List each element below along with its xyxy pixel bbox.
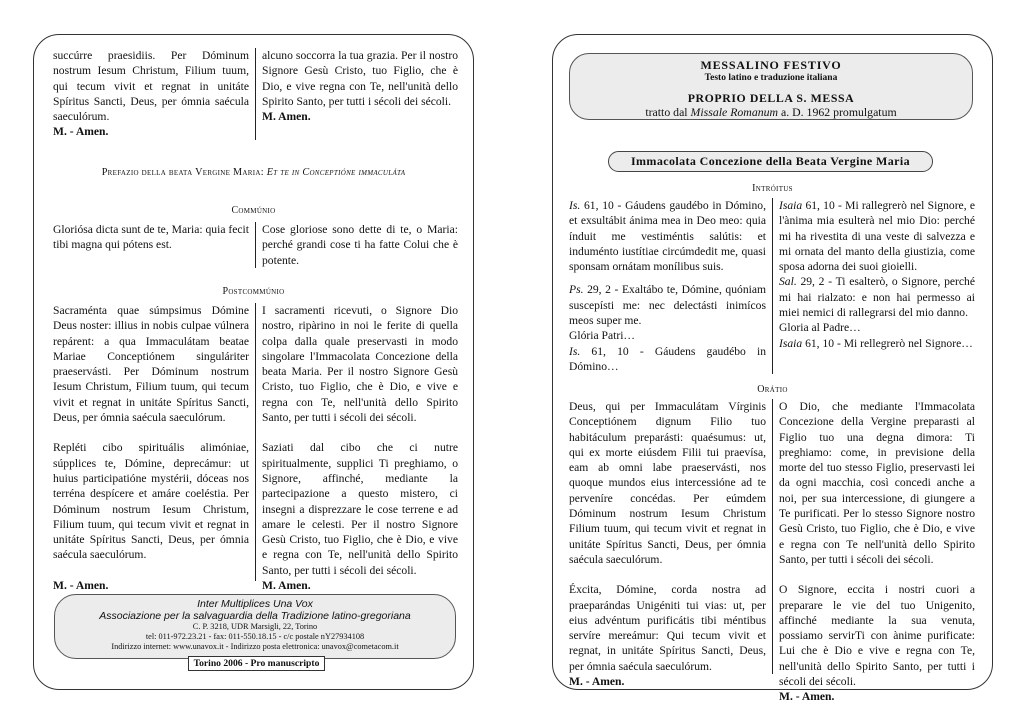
torino-label: Torino 2006 - Pro manuscripto — [188, 656, 325, 671]
column-divider — [255, 48, 256, 140]
column-divider — [255, 303, 256, 581]
introitus-latin-3: Glória Patri… — [569, 329, 636, 343]
oratio-italian-1: O Dio, che mediante l'Immacolata Concezione della Vergine preparasti al Figlio tuo una degna dimora: Ti preghiamo: come, in previsione della morte del tuo stesso Figlio, preservasti lei da ogni macchia, così concedi anche a noi, per sua intercessione, di giungere a Te purificati. Per lo stesso Signore nostro Gesù Cristo, tuo Figlio, che è Dio, e vive e regna con Te nell'unità dello Spirito Santo, per tutti i sécoli dei sécoli. — [779, 400, 975, 566]
introitus-italian-1: Isaia 61, 10 - Mi rallegrerò nel Signore, e l'ànima mia esulterà nel mio Dio: perché mi ha rivestita di una veste di salvezza e mi ornata del manto della giustizia, come sposa adorna dei suoi gioielli. — [779, 199, 975, 274]
communio-heading: Commúnio — [231, 205, 276, 216]
postcommunio-italian-amen: M. Amen. — [262, 579, 311, 593]
footer-association-subtitle: Associazione per la salvaguardia della Tradizione latino-gregoriana — [99, 610, 411, 622]
top-latin-text: succúrre praesidiis. Per Dóminum nostrum Iesum Christum, Filium tuum, qui tecum vivit et regnat in unitáte Spíritus Sancti, Deus, per ómnia saécula saeculórum. — [53, 49, 249, 124]
oratio-latin-1: Deus, qui per Immaculátam Vírginis Conceptiónem dignum Filio tuo habitáculum preparásti: quaésumus: ut, qui ex morte eiúsdem Filii tui praevísa, eam ab omni labe praeservásti, nos quoque mundos eius intercessióne ad te perveníre concédas. Per eúmdem Dóminum nostrum Iesum Christum Filium tuum, qui tecum vivit et regnat in unitáte Spíritus Sancti, Deus, per ómnia saécula saeculórum. — [569, 400, 766, 566]
title-source: tratto dal Missale Romanum a. D. 1962 promulgatum — [645, 105, 897, 119]
footer-association-name: Inter Multiplices Una Vox — [197, 598, 313, 610]
oratio-latin-column — [569, 399, 766, 689]
communio-latin-text: Gloriósa dicta sunt de te, Maria: quia fecit tibi magna qui pótens est. — [53, 223, 249, 252]
oratio-latin-amen: M. - Amen. — [569, 675, 625, 689]
oratio-latin-2: Éxcita, Dómine, corda nostra ad praeparándas Unigéniti tui vias: ut, per eius advéntum purificátis tibi méntibus servíre mereámur: Qui tecum vivit et regnat, in unitáte Spíritus Sancti, Deus, per ómnia saécula saeculórum. — [569, 583, 766, 673]
postcommunio-heading: Postcommúnio — [222, 286, 285, 297]
footer-web: Indirizzo internet: www.unavox.it - Indirizzo posta elettronica: unavox@cometacom.it — [111, 642, 399, 651]
introitus-latin-2: Ps. 29, 2 - Exaltábo te, Dómine, quóniam suscepísti me: nec delectásti inimícos meos super me. — [569, 283, 766, 328]
introitus-latin-4: Is. 61, 10 - Gáudens gaudébo in Dómino… — [569, 344, 766, 373]
column-divider — [772, 399, 773, 674]
column-divider — [772, 198, 773, 374]
prefazio-heading — [34, 167, 473, 178]
top-latin-column — [53, 48, 249, 140]
postcommunio-italian-text-2: Saziati dal cibo che ci nutre spiritualmente, supplici Ti preghiamo, o Signore, affinché, mediante la partecipazione a questo mistero, ci insegni a disprezzare le cose terrene e ad amare le celesti. Per il nostro Signore Gesù Cristo, tuo Figlio, che è Dio, e vive e regna con Te, nell'unità dello Spirito Santo, per tutti i sécoli dei sécoli. — [262, 441, 458, 577]
title-proprio: PROPRIO DELLA S. MESSA — [687, 91, 855, 105]
postcommunio-latin-column — [53, 303, 249, 593]
footer-phone: tel: 011-972.23.21 - fax: 011-550.18.15 - c/c postale nY27934108 — [145, 632, 365, 641]
right-page — [552, 34, 993, 704]
oratio-italian-column — [779, 399, 975, 705]
feast-title: Immacolata Concezione della Beata Vergine Maria — [608, 151, 933, 172]
oratio-heading: Orátio — [757, 384, 788, 395]
introitus-italian-column — [779, 198, 975, 351]
postcommunio-latin-amen: M. - Amen. — [53, 578, 109, 592]
introitus-heading: Intróitus — [752, 183, 793, 194]
left-page — [33, 34, 474, 690]
postcommunio-italian-column — [262, 303, 458, 593]
title-subtitle: Testo latino e traduzione italiana — [704, 73, 838, 83]
postcommunio-italian-text-1: I sacramenti ricevuti, o Signore Dio nostro, ripàrino in noi le ferite di quella colpa dalla quale preservasti in modo singolare l'Immacolata Concezione della beata Maria. Per il nostro Signore Gesù Cristo, tuo Figlio, che è Dio, e vive e regna con Te, nell'unità dello Spirito Santo, per tutti i sécoli dei sécoli. — [262, 304, 458, 425]
prefazio-heading-main: Prefazio della beata Vergine Maria: — [101, 167, 264, 178]
top-italian-amen: M. Amen. — [262, 110, 311, 124]
title-box — [569, 53, 973, 120]
introitus-latin-1: Is. 61, 10 - Gáudens gaudébo in Dómino, et exsultábit ánima mea in Deo meo: quia índuit me vestiméntis salútis: et induménto iustítiae circúmdedit me, quasi sponsam ornátam monílibus suis. — [569, 199, 766, 274]
introitus-italian-3: Gloria al Padre… — [779, 321, 861, 335]
introitus-italian-4: Isaia 61, 10 - Mi rellegrerò nel Signore… — [779, 336, 973, 350]
association-footer — [54, 594, 456, 659]
title-messalino: MESSALINO FESTIVO — [700, 58, 842, 72]
postcommunio-latin-text-2: Repléti cibo spirituális alimóniae, súpplices te, Dómine, deprecámur: ut huius participatióne mystérii, dóceas nos terréna despícere et amáre coeléstia. Per Dóminum nostrum Iesum Christum, Filium tuum, qui tecum vivit et regnat in unitáte Spíritus Sancti, Deus, per ómnia saécula saeculórum. — [53, 441, 249, 562]
top-latin-amen: M. - Amen. — [53, 125, 109, 139]
introitus-italian-2: Sal. 29, 2 - Ti esalterò, o Signore, perché mi hai rialzato: e non hai permesso ai miei nemici di rallegrarsi del mio danno. — [779, 275, 975, 320]
communio-latin-column — [53, 222, 249, 253]
communio-italian-text: Cose gloriose sono dette di te, o Maria: perché grandi cose ti ha fatte Colui che è potente. — [262, 223, 458, 267]
top-italian-text: alcuno soccorra la tua grazia. Per il nostro Signore Gesù Cristo, tuo Figlio, che è Dio, e vive regna con Te, nell'unità dello Spirito Santo, per tutti i sécoli dei sécoli. — [262, 49, 458, 108]
postcommunio-latin-text-1: Sacraménta quae súmpsimus Dómine Deus noster: illius in nobis culpae vúlnera repárent: a qua Immaculátam beatae Mariae Conceptiónem singuláriter praeservásti. Per Dóminum nostrum Iesum Christum, Filium tuum, qui tecum vivit et regnat in unitáte Spíritus Sancti, Deus, per ómnia saécula saeculórum. — [53, 304, 249, 425]
top-italian-column — [262, 48, 458, 124]
introitus-latin-column — [569, 198, 766, 374]
oratio-italian-2: O Signore, eccita i nostri cuori a preparare le vie del tuo Unigenito, affinché mediante la sua venuta, possiamo servirTi con ànime purificate: Lui che è Dio e vive e regna con Te, nell'unità dello Spirito Santo, per tutti i sécoli dei sécoli. — [779, 583, 975, 689]
footer-address: C. P. 3218, UDR Marsigli, 22, Torino — [192, 622, 318, 631]
oratio-italian-amen: M. - Amen. — [779, 690, 835, 704]
prefazio-heading-italic: Et te in Conceptióne immaculáta — [266, 167, 406, 178]
column-divider — [255, 222, 256, 268]
communio-italian-column — [262, 222, 458, 268]
